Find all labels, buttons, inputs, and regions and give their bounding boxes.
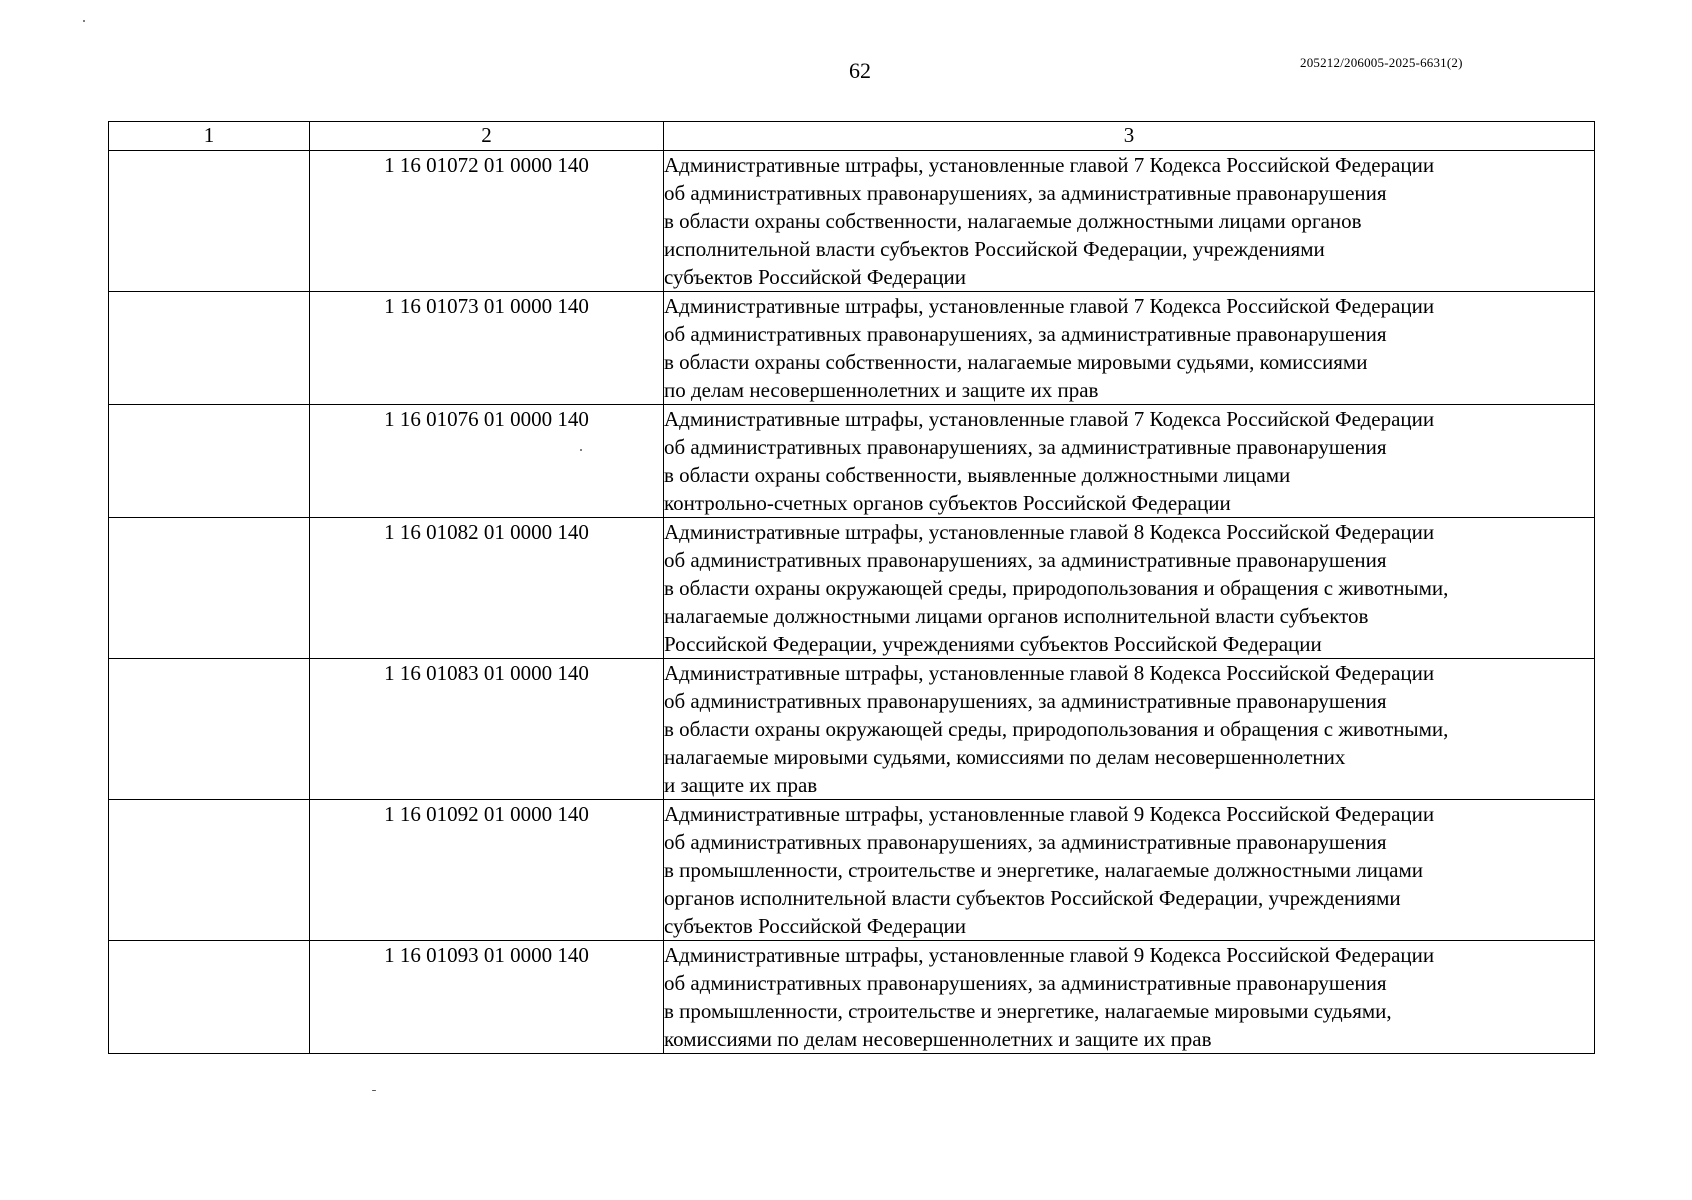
description-line: Административные штрафы, установленные главой 8 Кодекса Российской Федерации — [664, 661, 1435, 685]
description-line: в промышленности, строительстве и энергетике, налагаемые должностными лицами — [664, 858, 1424, 882]
row-number-cell — [109, 292, 310, 405]
description-line: об административных правонарушениях, за административные правонарушения — [664, 830, 1387, 854]
description-line: контрольно-счетных органов субъектов Российской Федерации — [664, 491, 1231, 515]
page-number: 62 — [849, 58, 871, 83]
description-line: в области охраны окружающей среды, природопользования и обращения с животными, — [664, 717, 1449, 741]
description-line: в области охраны собственности, налагаемые должностными лицами органов — [664, 209, 1362, 233]
row-number-cell — [109, 659, 310, 800]
description-line: субъектов Российской Федерации — [664, 914, 967, 938]
row-number-cell — [109, 800, 310, 941]
description-line: об административных правонарушениях, за административные правонарушения — [664, 181, 1387, 205]
budget-code-cell: 1 16 01093 01 0000 140 — [310, 941, 664, 1054]
table-row — [109, 405, 1595, 518]
table-row — [109, 800, 1595, 941]
description-line: налагаемые должностными лицами органов исполнительной власти субъектов — [664, 604, 1369, 628]
row-number-cell — [109, 405, 310, 518]
table-body — [109, 122, 1595, 1054]
description-line: Российской Федерации, учреждениями субъектов Российской Федерации — [664, 632, 1322, 656]
description-cell — [664, 405, 1595, 518]
table-row — [109, 659, 1595, 800]
description-line: об административных правонарушениях, за административные правонарушения — [664, 548, 1387, 572]
description-line: в промышленности, строительстве и энергетике, налагаемые мировыми судьями, — [664, 999, 1392, 1023]
description-line: об административных правонарушениях, за административные правонарушения — [664, 435, 1387, 459]
table-row — [109, 151, 1595, 292]
column-header-2: 2 — [310, 122, 664, 151]
description-line: комиссиями по делам несовершеннолетних и защите их прав — [664, 1027, 1212, 1051]
row-number-cell — [109, 518, 310, 659]
description-line: Административные штрафы, установленные главой 7 Кодекса Российской Федерации — [664, 407, 1435, 431]
description-line: об административных правонарушениях, за административные правонарушения — [664, 322, 1387, 346]
scan-speck — [580, 449, 582, 451]
budget-code-cell: 1 16 01092 01 0000 140 — [310, 800, 664, 941]
table-header-row — [109, 122, 1595, 151]
description-cell — [664, 659, 1595, 800]
budget-code-cell: 1 16 01073 01 0000 140 — [310, 292, 664, 405]
scan-speck — [372, 1090, 376, 1091]
description-line: в области охраны окружающей среды, природопользования и обращения с животными, — [664, 576, 1449, 600]
column-header-1: 1 — [109, 122, 310, 151]
budget-code-cell: 1 16 01072 01 0000 140 — [310, 151, 664, 292]
table-row — [109, 292, 1595, 405]
description-cell — [664, 941, 1595, 1054]
description-cell — [664, 151, 1595, 292]
fines-table — [108, 121, 1595, 1054]
description-line: Административные штрафы, установленные главой 7 Кодекса Российской Федерации — [664, 153, 1435, 177]
column-header-3: 3 — [664, 122, 1595, 151]
description-line: по делам несовершеннолетних и защите их прав — [664, 378, 1099, 402]
description-line: Административные штрафы, установленные главой 7 Кодекса Российской Федерации — [664, 294, 1435, 318]
description-line: Административные штрафы, установленные главой 9 Кодекса Российской Федерации — [664, 943, 1435, 967]
description-line: в области охраны собственности, налагаемые мировыми судьями, комиссиями — [664, 350, 1368, 374]
document-id: 205212/206005-2025-6631(2) — [1300, 55, 1463, 70]
description-line: об административных правонарушениях, за административные правонарушения — [664, 971, 1387, 995]
description-line: исполнительной власти субъектов Российской Федерации, учреждениями — [664, 237, 1325, 261]
row-number-cell — [109, 151, 310, 292]
description-line: налагаемые мировыми судьями, комиссиями по делам несовершеннолетних — [664, 745, 1346, 769]
row-number-cell — [109, 941, 310, 1054]
budget-code-cell: 1 16 01082 01 0000 140 — [310, 518, 664, 659]
description-line: в области охраны собственности, выявленные должностными лицами — [664, 463, 1291, 487]
description-cell — [664, 292, 1595, 405]
description-line: субъектов Российской Федерации — [664, 265, 967, 289]
description-cell — [664, 518, 1595, 659]
table-row — [109, 941, 1595, 1054]
budget-code-cell: 1 16 01076 01 0000 140 — [310, 405, 664, 518]
table-row — [109, 518, 1595, 659]
description-cell — [664, 800, 1595, 941]
description-line: Административные штрафы, установленные главой 9 Кодекса Российской Федерации — [664, 802, 1435, 826]
description-line: Административные штрафы, установленные главой 8 Кодекса Российской Федерации — [664, 520, 1435, 544]
scan-speck — [83, 20, 85, 22]
budget-code-cell: 1 16 01083 01 0000 140 — [310, 659, 664, 800]
description-line: органов исполнительной власти субъектов Российской Федерации, учреждениями — [664, 886, 1401, 910]
description-line: и защите их прав — [664, 773, 818, 797]
description-line: об административных правонарушениях, за административные правонарушения — [664, 689, 1387, 713]
